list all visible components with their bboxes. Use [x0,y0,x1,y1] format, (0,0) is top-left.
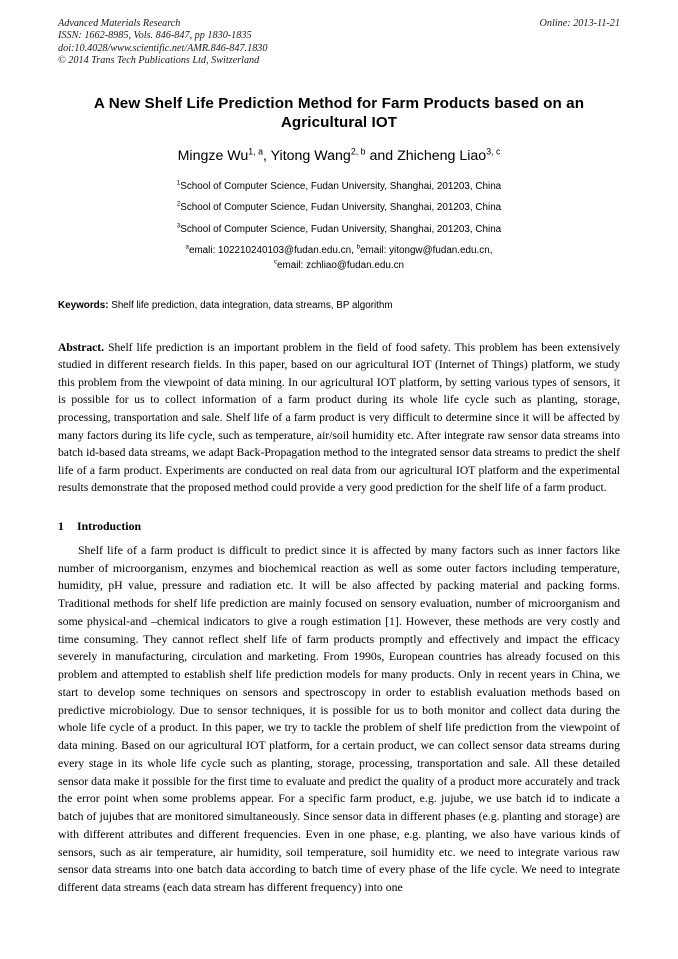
section-number: 1 [58,518,64,533]
affiliation-text-1: School of Computer Science, Fudan University, Shanghai, 201203, China [180,180,502,192]
author-sup-2: 2, b [350,145,366,156]
email-line-1 [58,243,620,258]
email-marker-a: a [185,243,189,251]
email-list [58,243,620,273]
section-paragraph-introduction: Shelf life of a farm product is difficult to predict since it is affected by many factors such as inner factors like number of microorganism, enzymes and biochemical reaction as well as some outer factors including temperature, humidity, pH value, pressure and radiation etc. It will be also affected by packing material and packing forms. Traditional methods for shelf life prediction are mainly focused on sensory evaluation, number of microorganism and some physical-and –chemical indicators to give a rough estimation [1]. However, these methods are very costly and time consuming. They cannot reflect shelf life of farm products promptly and effectively and impact the efficacy severely in manufacturing, circulation and marketing. From 1990s, European countries has already focused on this problem and attempted to establish shelf life prediction models for many products. Only in recent years in China, we start to develop some techniques on sensors and spectroscopy in order to establish evaluation methods based on predictive microbiology. Due to sensor techniques, it is possible for us to both monitor and collect data during the whole life cycle of a product. In this paper, we try to tackle the problem of shelf life prediction from the viewpoint of data mining. Based on our agricultural IOT platform, for a certain product, we can collect sensor data streams during every stage in its whole life cycle such as planting, storage, processing, transportation and sale. All these detailed sensor data make it possible for the first time to evaluate and predict the quality of a product more accurately and track the error point when some problems appear. For a specific farm product, e.g. jujube, we use batch id to indicate a batch of jujubes that are monitored simultaneously. Since sensor data in different phases (e.g. planting and storage) are with different attributes and different frequencies. Even in one phase, e.g. planting, we also have various kinds of sensors, such as air temperature, air humidity, soil temperature, soil humidity etc. we need to integrate various raw sensor data streams into one batch data according to batch time of every phase of the life cycle. We need to integrate different data streams (each data stream has different frequency) into one [58,542,620,895]
email-text-a: emali: 102210240103@fudan.edu.cn, [188,245,357,257]
author-name-3: Zhicheng Liao [397,147,487,164]
online-date: Online: 2013-11-21 [539,18,620,29]
affiliation-3 [58,219,620,241]
affiliation-marker-2: 2 [176,200,181,208]
abstract-text: Shelf life prediction is an important problem in the field of food safety. This problem has been extensively studied in different research fields. In this paper, based on our agricultural IOT (Internet of Things) platform, we study this problem from the viewpoint of data mining. In our agricultural IOT platform, by setting various types of sensors, it is possible for us to collect information of a farm product during its whole life cycle such as planting, storage, processing, transportation and sale. Shelf life of a farm product is very difficult to determine since it will be affected by many factors during its life cycle, such as temperature, air/soil humidity etc. After integrate raw sensor data streams into batch id-based data streams, we adapt Back-Propagation method to the integrated sensor data streams to predict the shelf life of a farm product. Experiments are conducted on real data from our agricultural IOT platform and the experimental results demonstrate that the proposed method could provide a very good prediction for the shelf life of a farm product. [58,340,620,495]
affiliation-marker-3: 3 [176,222,181,230]
author-list [58,147,620,165]
affiliation-1 [58,176,620,198]
author-name-1: Mingze Wu [177,147,249,164]
keywords-value: Shelf life prediction, data integration, data streams, BP algorithm [108,299,393,311]
author-sup-1: 1, a [248,145,263,156]
affiliation-marker-1: 1 [176,179,181,187]
email-line-2 [58,258,620,273]
email-marker-c: c [273,259,278,267]
affiliation-text-2: School of Computer Science, Fudan University, Shanghai, 201203, China [180,202,502,214]
affiliation-text-3: School of Computer Science, Fudan University, Shanghai, 201203, China [180,223,502,235]
keywords-label: Keywords: [58,299,109,311]
doi-line: doi:10.4028/www.scientific.net/AMR.846-847.1830 [58,42,268,54]
affiliation-2 [58,197,620,219]
section-heading-introduction [58,518,620,534]
copyright-line: © 2014 Trans Tech Publications Ltd, Switzerland [58,55,260,67]
journal-header [58,18,620,68]
author-sup-3: 3, c [486,145,501,156]
abstract-label: Abstract. [58,340,105,354]
page-title: A New Shelf Life Prediction Method for Farm Products based on an Agricultural IOT [93,94,585,132]
author-name-2: Yitong Wang [270,147,351,164]
title-block [58,94,620,133]
author-sep-1: , [262,147,271,164]
issn-line: ISSN: 1662-8985, Vols. 846-847, pp 1830-1835 [58,30,252,42]
author-sep-2: and [365,147,398,164]
email-text-c: email: zchliao@fudan.edu.cn [277,260,404,272]
abstract-block [58,339,620,497]
affiliation-list [58,176,620,241]
email-text-b: email: yitongw@fudan.edu.cn, [360,245,493,257]
section-title: Introduction [77,518,142,533]
email-marker-b: b [356,243,360,251]
keywords-line [58,299,620,313]
journal-name: Advanced Materials Research [58,18,181,29]
